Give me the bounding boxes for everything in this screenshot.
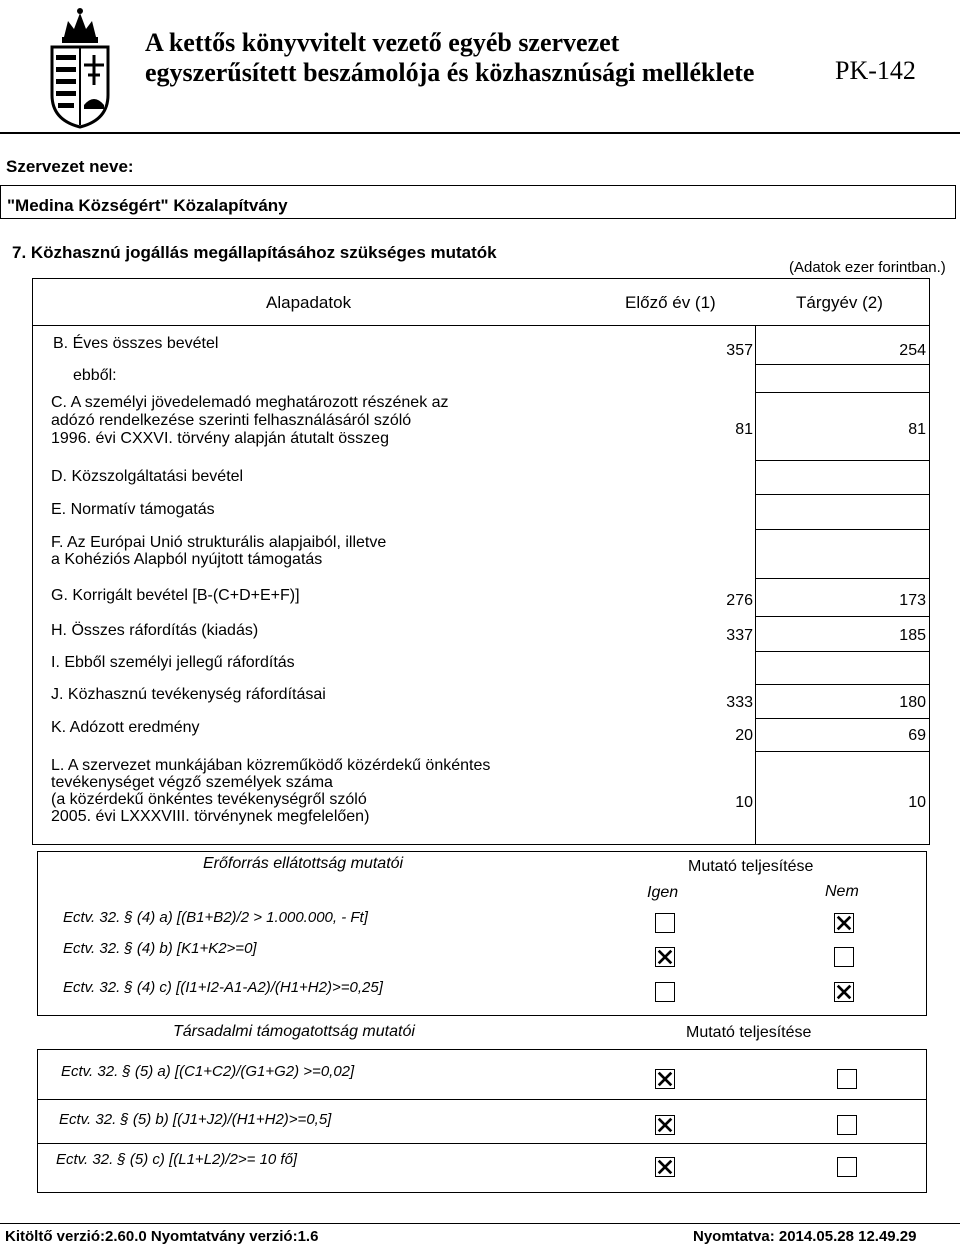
resource-title: Erőforrás ellátottság mutatói: [203, 855, 404, 872]
resource-item-label: Ectv. 32. § (4) c) [(I1+I2-A1-A2)/(H1+H2)>=0,25]: [63, 979, 383, 996]
row-line: [755, 578, 930, 579]
social-item-label: Ectv. 32. § (5) b) [(J1+J2)/(H1+H2)>=0,5]: [59, 1111, 332, 1128]
row-j-prev: 333: [726, 694, 753, 711]
form-code: PK-142: [835, 56, 916, 85]
checked-x-icon: [656, 1158, 674, 1176]
col-header-base: Alapadatok: [266, 293, 352, 312]
row-line: [755, 651, 930, 652]
org-name-label: Szervezet neve:: [6, 157, 134, 176]
row-line: [755, 751, 930, 752]
row-c-line2: adózó rendelkezése szerinti felhasználásáról szóló: [51, 412, 412, 429]
resource-item-label: Ectv. 32. § (4) a) [(B1+B2)/2 > 1.000.000, - Ft]: [63, 909, 368, 926]
row-line: [755, 684, 930, 685]
resource-b-yes-checkbox[interactable]: [655, 947, 675, 967]
social-b-yes-checkbox[interactable]: [655, 1115, 675, 1135]
no-header: Nem: [825, 883, 859, 900]
org-name-box: [0, 185, 956, 219]
row-k-prev: 20: [735, 727, 753, 744]
checked-x-icon: [835, 983, 853, 1001]
footer-printed: Nyomtatva: 2014.05.28 12.49.29: [693, 1228, 917, 1245]
row-l-curr: 10: [908, 794, 926, 811]
section-title: 7. Közhasznú jogállás megállapításához szükséges mutatók: [12, 243, 497, 262]
row-f-line2: a Kohéziós Alapból nyújtott támogatás: [51, 551, 323, 568]
col-header-curr: Tárgyév (2): [796, 293, 883, 312]
row-c-curr: 81: [908, 421, 926, 438]
row-b-prev: 357: [726, 342, 753, 359]
resource-b-no-checkbox[interactable]: [834, 947, 854, 967]
row-k-label: K. Adózott eredmény: [51, 719, 200, 736]
row-c-line1: C. A személyi jövedelemadó meghatározott részének az: [51, 394, 449, 411]
row-g-label: G. Korrigált bevétel [B-(C+D+E+F)]: [51, 587, 300, 604]
form-title-line2: egyszerűsített beszámolója és közhasznúsági melléklete: [145, 58, 755, 87]
row-h-curr: 185: [899, 627, 926, 644]
row-b-label: B. Éves összes bevétel: [53, 335, 219, 352]
resource-a-yes-checkbox[interactable]: [655, 913, 675, 933]
row-line: [755, 718, 930, 719]
row-line: [755, 364, 930, 365]
row-l-line1: L. A szervezet munkájában közreműködő közérdekű önkéntes: [51, 757, 491, 774]
row-line: [755, 529, 930, 530]
form-title-line1: A kettős könyvvitelt vezető egyéb szervezet: [145, 28, 620, 57]
row-h-prev: 337: [726, 627, 753, 644]
footer-divider: [0, 1223, 960, 1224]
header-row-line: [32, 325, 930, 326]
social-title: Társadalmi támogatottság mutatói: [173, 1023, 415, 1040]
row-of-which-label: ebből:: [73, 367, 117, 384]
row-f-label: [51, 534, 386, 568]
row-c-line3: 1996. évi CXXVI. törvény alapján átutalt összeg: [51, 430, 389, 447]
row-g-curr: 173: [899, 592, 926, 609]
social-row-line: [37, 1099, 927, 1100]
row-i-label: I. Ebből személyi jellegű ráfordítás: [51, 654, 295, 671]
header-divider: [0, 132, 960, 134]
row-l-prev: 10: [735, 794, 753, 811]
row-h-label: H. Összes ráfordítás (kiadás): [51, 622, 259, 639]
row-l-line3: (a közérdekű önkéntes tevékenységről szóló: [51, 791, 367, 808]
row-line: [755, 494, 930, 495]
checked-x-icon: [656, 1070, 674, 1088]
coat-of-arms-emblem: [44, 5, 116, 130]
row-c-label: [51, 394, 449, 448]
social-c-yes-checkbox[interactable]: [655, 1157, 675, 1177]
row-d-label: D. Közszolgáltatási bevétel: [51, 468, 244, 485]
row-l-line2: tevékenységet végző személyek száma: [51, 774, 333, 791]
social-item-label: Ectv. 32. § (5) a) [(C1+C2)/(G1+G2) >=0,02]: [61, 1063, 355, 1080]
row-k-curr: 69: [908, 727, 926, 744]
col-header-prev: Előző év (1): [625, 293, 716, 312]
row-b-curr: 254: [899, 342, 926, 359]
yes-header: Igen: [647, 884, 679, 901]
row-j-curr: 180: [899, 694, 926, 711]
form-title: [145, 28, 825, 88]
row-e-label: E. Normatív támogatás: [51, 501, 215, 518]
resource-item-label: Ectv. 32. § (4) b) [K1+K2>=0]: [63, 940, 257, 957]
footer-version: Kitöltő verzió:2.60.0 Nyomtatvány verzió:1.6: [5, 1228, 319, 1245]
org-name-value: "Medina Községért" Közalapítvány: [7, 196, 288, 215]
social-a-no-checkbox[interactable]: [837, 1069, 857, 1089]
row-g-prev: 276: [726, 592, 753, 609]
social-b-no-checkbox[interactable]: [837, 1115, 857, 1135]
social-a-yes-checkbox[interactable]: [655, 1069, 675, 1089]
unit-note: (Adatok ezer forintban.): [789, 259, 946, 276]
row-c-prev: 81: [735, 421, 753, 438]
row-line: [755, 392, 930, 393]
resource-fulfil-header: Mutató teljesítése: [688, 858, 814, 875]
checked-x-icon: [656, 1116, 674, 1134]
resource-c-no-checkbox[interactable]: [834, 982, 854, 1002]
checked-x-icon: [656, 948, 674, 966]
col-divider-prev: [755, 325, 756, 845]
social-item-label: Ectv. 32. § (5) c) [(L1+L2)/2>= 10 fő]: [56, 1151, 298, 1168]
row-line: [755, 616, 930, 617]
checked-x-icon: [835, 914, 853, 932]
row-l-label: [51, 757, 490, 825]
social-c-no-checkbox[interactable]: [837, 1157, 857, 1177]
resource-a-no-checkbox[interactable]: [834, 913, 854, 933]
row-l-line4: 2005. évi LXXXVIII. törvénynek megfelelően): [51, 808, 370, 825]
row-j-label: J. Közhasznú tevékenység ráfordításai: [51, 686, 326, 703]
row-f-line1: F. Az Európai Unió strukturális alapjaiból, illetve: [51, 534, 387, 551]
social-fulfil-header: Mutató teljesítése: [686, 1024, 812, 1041]
row-line: [755, 460, 930, 461]
social-row-line: [37, 1143, 927, 1144]
resource-c-yes-checkbox[interactable]: [655, 982, 675, 1002]
